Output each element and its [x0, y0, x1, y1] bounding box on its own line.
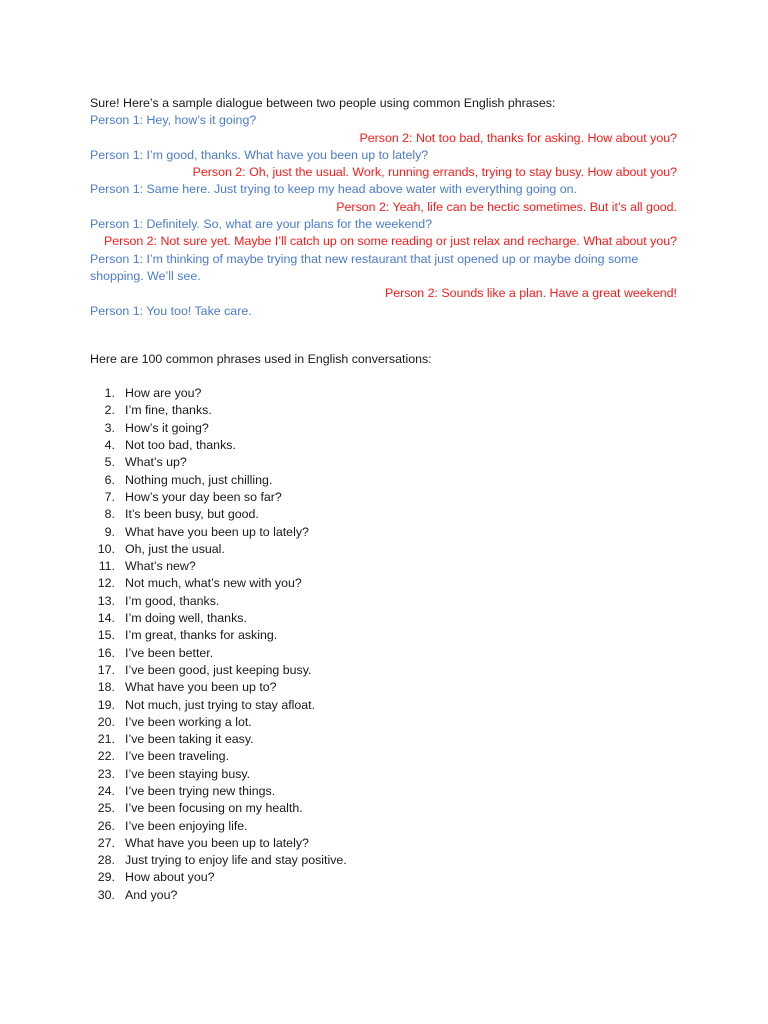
- list-item: [90, 541, 677, 558]
- list-item: [90, 385, 677, 402]
- list-item-text: How about you?: [125, 870, 215, 885]
- list-item: [90, 662, 677, 679]
- list-item-text: How’s it going?: [125, 420, 209, 435]
- phrase-list: [90, 385, 677, 904]
- list-item: [90, 402, 677, 419]
- dialogue-line-person-2: Person 2: Not sure yet. Maybe I’ll catch up on some reading or just relax and recharge. What about you?: [103, 234, 677, 249]
- list-item: [90, 869, 677, 886]
- list-item-text: Nothing much, just chilling.: [125, 472, 273, 487]
- list-item-number: 14.: [97, 611, 115, 626]
- list-item-number: 15.: [97, 628, 115, 643]
- list-item: [90, 558, 677, 575]
- list-item: [90, 835, 677, 852]
- list-item: [90, 472, 677, 489]
- list-item-number: 26.: [97, 818, 115, 833]
- dialogue-line-person-2: Person 2: Sounds like a plan. Have a great weekend!: [384, 286, 677, 301]
- list-item-number: 13.: [97, 593, 115, 608]
- list-item-text: I’ve been staying busy.: [125, 766, 251, 781]
- list-item-number: 5.: [104, 455, 115, 470]
- list-item-text: I’m great, thanks for asking.: [125, 628, 278, 643]
- list-item-text: I’ve been focusing on my health.: [125, 801, 303, 816]
- list-item-text: I’m doing well, thanks.: [125, 611, 247, 626]
- list-item: [90, 420, 677, 437]
- dialogue: [90, 112, 677, 320]
- list-item: [90, 714, 677, 731]
- dialogue-line-person-2: Person 2: Yeah, life can be hectic sometimes. But it’s all good.: [336, 199, 677, 214]
- list-item: [90, 748, 677, 765]
- list-item-text: I’ve been enjoying life.: [125, 818, 248, 833]
- list-item-text: I’ve been working a lot.: [125, 714, 252, 729]
- list-item-number: 11.: [98, 559, 115, 574]
- dialogue-line-person-1: Person 1: I’m good, thanks. What have you been up to lately?: [90, 147, 429, 162]
- list-item-number: 24.: [97, 783, 115, 798]
- list-item-text: Not much, just trying to stay afloat.: [125, 697, 316, 712]
- list-item: [90, 454, 677, 471]
- list-item-text: Oh, just the usual.: [125, 541, 225, 556]
- list-item: [90, 783, 677, 800]
- dialogue-line-person-2: Person 2: Oh, just the usual. Work, running errands, trying to stay busy. How about you?: [192, 165, 677, 180]
- list-item-text: Not too bad, thanks.: [125, 438, 236, 453]
- list-item-number: 21.: [97, 732, 115, 747]
- list-item-number: 10.: [97, 541, 115, 556]
- list-item-number: 3.: [104, 420, 115, 435]
- dialogue-line-person-1: Person 1: Definitely. So, what are your plans for the weekend?: [90, 217, 433, 232]
- list-item: [90, 610, 677, 627]
- list-item: [90, 679, 677, 696]
- list-item-number: 4.: [104, 438, 115, 453]
- list-item-text: Not much, what’s new with you?: [125, 576, 302, 591]
- list-item-text: I’m fine, thanks.: [125, 403, 212, 418]
- list-item-text: I’ve been better.: [125, 645, 214, 660]
- list-item-text: What’s new?: [125, 559, 196, 574]
- list-item-number: 2.: [104, 403, 115, 418]
- list-item-number: 1.: [104, 386, 115, 401]
- list-item-text: And you?: [125, 887, 178, 902]
- list-item: [90, 645, 677, 662]
- list-item: [90, 593, 677, 610]
- list-item-number: 29.: [97, 870, 115, 885]
- list-item: [90, 575, 677, 592]
- list-item: [90, 524, 677, 541]
- list-item-text: What have you been up to lately?: [125, 524, 309, 539]
- list-item: [90, 800, 677, 817]
- list-item: [90, 627, 677, 644]
- list-item-text: It’s been busy, but good.: [125, 507, 259, 522]
- list-item: [90, 437, 677, 454]
- list-item: [90, 852, 677, 869]
- list-item-number: 9.: [104, 524, 115, 539]
- list-item-text: I’ve been taking it easy.: [125, 732, 254, 747]
- list-item-number: 30.: [97, 887, 115, 902]
- list-item-number: 17.: [97, 662, 115, 677]
- dialogue-line-person-2: Person 2: Not too bad, thanks for asking. How about you?: [359, 130, 677, 145]
- list-item-number: 27.: [97, 835, 115, 850]
- dialogue-line-person-1: Person 1: Hey, how’s it going?: [90, 113, 257, 128]
- list-item-text: I’ve been trying new things.: [125, 783, 276, 798]
- list-item-text: How’s your day been so far?: [125, 489, 282, 504]
- list-item-text: How are you?: [125, 386, 202, 401]
- list-item-number: 22.: [97, 749, 115, 764]
- list-item: [90, 887, 677, 904]
- list-item-number: 12.: [97, 576, 115, 591]
- list-item-number: 16.: [97, 645, 115, 660]
- list-item: [90, 818, 677, 835]
- list-item-number: 19.: [97, 697, 115, 712]
- list-item-number: 7.: [104, 489, 115, 504]
- list-item-text: What have you been up to lately?: [125, 835, 309, 850]
- list-item-number: 25.: [97, 801, 115, 816]
- intro-text: Sure! Here’s a sample dialogue between two people using common English phrases:: [90, 96, 556, 110]
- list-item-number: 8.: [104, 507, 115, 522]
- list-item-number: 6.: [104, 472, 115, 487]
- list-item-text: I’m good, thanks.: [125, 593, 220, 608]
- list-item: [90, 489, 677, 506]
- list-item-text: Just trying to enjoy life and stay positive.: [125, 853, 347, 868]
- list-item-number: 18.: [97, 680, 115, 695]
- dialogue-line-person-1: Person 1: Same here. Just trying to keep my head above water with everything going on.: [90, 182, 577, 197]
- list-item: [90, 697, 677, 714]
- list-item-text: I’ve been good, just keeping busy.: [125, 662, 312, 677]
- list-item-number: 28.: [97, 853, 115, 868]
- dialogue-line-person-1: Person 1: You too! Take care.: [90, 303, 252, 318]
- list-heading: Here are 100 common phrases used in English conversations:: [90, 351, 432, 366]
- dialogue-line-person-1: Person 1: I’m thinking of maybe trying that new restaurant that just opened up or maybe doing some shopping. We’ll see.: [90, 251, 639, 283]
- list-item: [90, 506, 677, 523]
- list-item-text: What have you been up to?: [125, 680, 277, 695]
- list-item-text: What’s up?: [125, 455, 187, 470]
- list-item-text: I’ve been traveling.: [125, 749, 230, 764]
- list-item-number: 23.: [97, 766, 115, 781]
- list-item-number: 20.: [97, 714, 115, 729]
- list-item: [90, 766, 677, 783]
- list-item: [90, 731, 677, 748]
